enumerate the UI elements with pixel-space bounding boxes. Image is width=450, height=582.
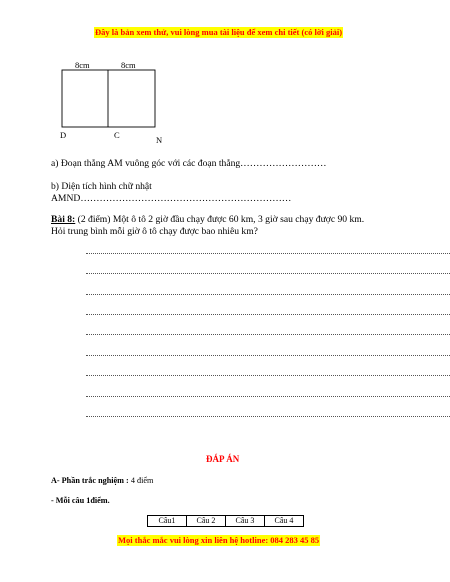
part-b-question-line1: b) Diện tích hình chữ nhật (51, 181, 152, 192)
each-item-note: - Mỗi câu 1điểm. (51, 496, 110, 505)
table-header-cell: Câu 3 (226, 516, 265, 527)
bai8-text1: Một ô tô 2 giờ đầu chạy được 60 km, 3 giờ sau chạy được 90 km. (112, 214, 365, 225)
answer-line (86, 314, 450, 315)
answer-line (86, 375, 450, 376)
answer-line (86, 416, 450, 417)
answer-line (86, 294, 450, 295)
table-row (148, 516, 304, 527)
label-corner-n: N (156, 135, 163, 145)
answer-heading: ĐÁP ÁN (206, 454, 240, 464)
section-a-points: 4 điểm (128, 476, 154, 485)
rectangle-amnd (62, 70, 155, 127)
table-header-cell: Câu 2 (187, 516, 226, 527)
bai8-line1 (51, 214, 364, 226)
answer-line (86, 396, 450, 397)
answer-table (147, 515, 304, 527)
label-corner-c: C (114, 130, 120, 140)
answer-line (86, 273, 450, 274)
bai8-label: Bài 8: (51, 214, 76, 225)
label-corner-d: D (60, 130, 67, 140)
table-header-cell: Câu 4 (265, 516, 304, 527)
label-8cm-left: 8cm (75, 60, 90, 70)
section-a-label: A- Phần trắc nghiệm : (51, 476, 129, 485)
table-header-cell: Câu1 (148, 516, 187, 527)
part-b-question-line2: AMND………………………………………………………… (51, 193, 292, 204)
footer-banner: Mọi thắc mắc vui lòng xin liên hệ hotline: 084 283 45 85 (118, 535, 320, 545)
figure-drawing (0, 0, 450, 150)
part-a-question: a) Đoạn thẳng AM vuông góc với các đoạn thẳng……………………… (51, 158, 327, 169)
label-8cm-right: 8cm (121, 60, 136, 70)
bai8-points: (2 điểm) (75, 214, 113, 225)
answer-line (86, 334, 450, 335)
answer-line (86, 355, 450, 356)
bai8-line2: Hỏi trung bình mỗi giờ ô tô chạy được bao nhiêu km? (51, 226, 258, 237)
section-a-line (51, 475, 153, 486)
header-banner: Đây là bản xem thử, vui lòng mua tài liệu để xem chi tiết (có lời giải) (95, 27, 343, 37)
answer-line (86, 253, 450, 254)
